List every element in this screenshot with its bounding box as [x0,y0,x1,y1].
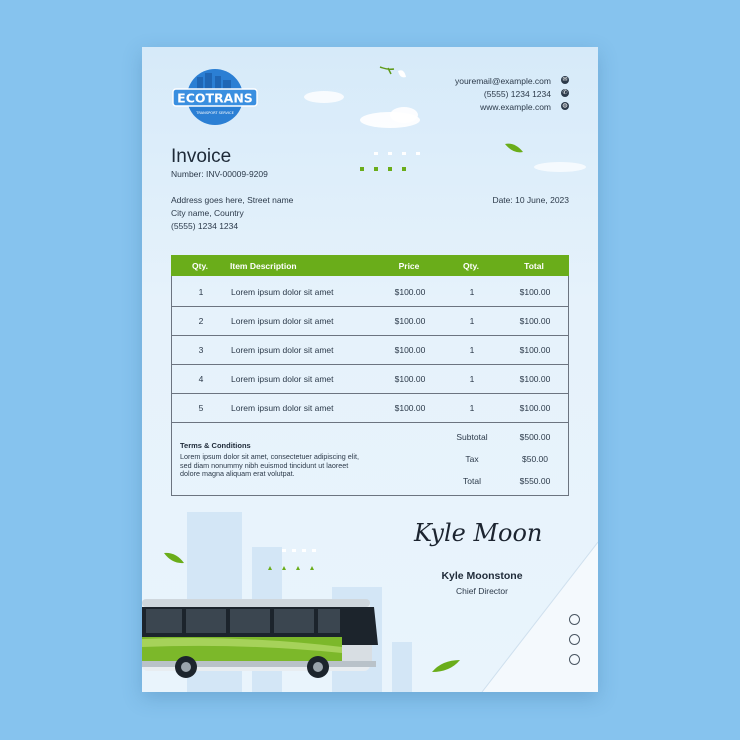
terms-text: Lorem ipsum dolor sit amet, consectetuer adipiscing elit, sed diam nonummy nibh euismod tincidunt ut laoreet dolore magna aliquam erat volutpat. [180,452,359,479]
recipient-city: City name, Country [171,208,244,218]
row-qty: 1 [469,316,475,326]
circle-ornament [569,654,580,665]
email-icon: ✉ [562,77,568,83]
row-total: $100.00 [519,403,551,413]
invoice-number: Number: INV-00009-9209 [171,169,268,179]
row-qty: 1 [469,287,475,297]
invoice-table [171,255,569,496]
header-no: Qty. [192,261,208,271]
bus-illustration [142,595,382,681]
table-header [171,255,569,276]
row-qty: 1 [469,403,475,413]
phone-icon: ✆ [562,90,568,96]
row-total: $100.00 [519,374,551,384]
row-price: $100.00 [394,374,426,384]
row-price: $100.00 [394,316,426,326]
circle-ornament [569,634,580,645]
total-label: Total [463,476,481,486]
row-divider [172,364,568,365]
row-total: $100.00 [519,316,551,326]
header-qty: Qty. [463,261,479,271]
row-number: 1 [198,287,204,297]
row-number: 4 [198,374,204,384]
recipient-address: Address goes here, Street name [171,195,294,205]
row-divider [172,335,568,336]
row-number: 2 [198,316,204,326]
row-divider [172,393,568,394]
row-price: $100.00 [394,345,426,355]
signature-script: Kyle Moon [414,519,543,547]
contact-website[interactable]: www.example.com [480,102,551,112]
invoice-page [142,47,598,692]
header-total: Total [524,261,544,271]
row-description: Lorem ipsum dolor sit amet [231,316,334,326]
terms-title: Terms & Conditions [180,441,251,450]
row-qty: 1 [469,374,475,384]
contact-phone: (5555) 1234 1234 [483,89,551,99]
globe-icon: ◍ [562,103,568,109]
logo-tagline: TRANSPORT SERVICE [196,111,234,115]
circle-ornament [569,614,580,625]
contact-email[interactable]: youremail@example.com [454,76,551,86]
row-number: 5 [198,403,204,413]
row-description: Lorem ipsum dolor sit amet [231,345,334,355]
header-price: Price [398,261,420,271]
recipient-phone: (5555) 1234 1234 [171,221,239,231]
invoice-title: Invoice [171,146,232,167]
row-description: Lorem ipsum dolor sit amet [231,374,334,384]
subtotal-value: $500.00 [519,432,551,442]
ecotrans-logo [171,67,259,127]
row-total: $100.00 [519,345,551,355]
row-description: Lorem ipsum dolor sit amet [231,403,334,413]
logo-name: ECOTRANS [177,90,253,106]
tax-label: Tax [465,454,479,464]
tax-value: $50.00 [522,454,548,464]
signer-role: Chief Director [456,586,508,596]
total-value: $550.00 [519,476,551,486]
header-description: Item Description [230,261,297,271]
row-number: 3 [198,345,204,355]
row-description: Lorem ipsum dolor sit amet [231,287,334,297]
row-total: $100.00 [519,287,551,297]
invoice-date: Date: 10 June, 2023 [492,195,569,205]
row-divider [172,306,568,307]
subtotal-label: Subtotal [456,432,488,442]
signer-name: Kyle Moonstone [441,570,523,582]
row-price: $100.00 [394,403,426,413]
row-divider [172,422,568,423]
row-qty: 1 [469,345,475,355]
row-price: $100.00 [394,287,426,297]
